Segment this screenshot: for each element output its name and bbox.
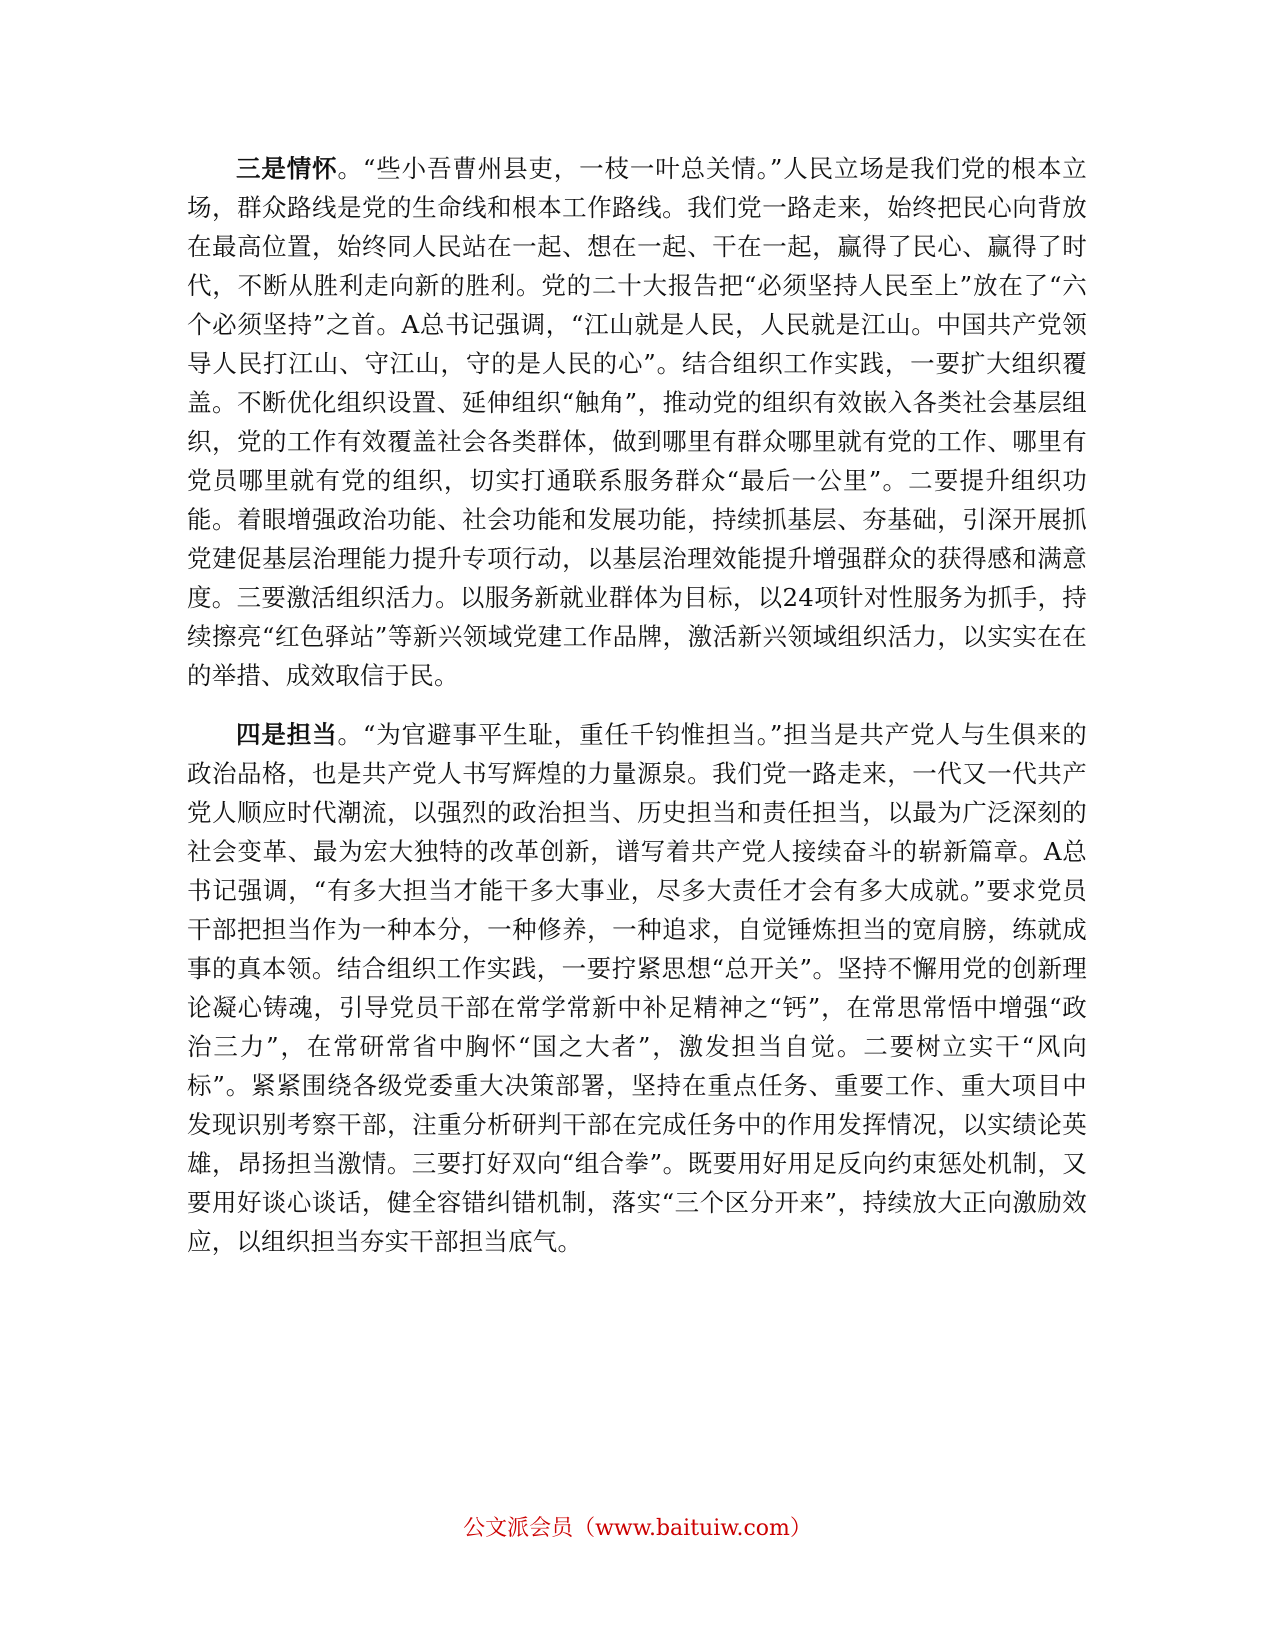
document-body [187, 149, 1087, 1281]
paragraph-dandang [187, 715, 1087, 1261]
paragraph-lead-heading: 三是情怀 [236, 154, 338, 183]
footer-watermark-text: 公文派会员（www.baituiw.com） [463, 1516, 812, 1541]
paragraph-text: 。“为官避事平生耻，重任千钧惟担当。”担当是共产党人与生俱来的政治品格，也是共产党人书写辉煌的力量源泉。我们党一路走来，一代又一代共产党人顺应时代潮流，以强烈的政治担当、历史担当和责任担当，以最为广泛深刻的社会变革、最为宏大独特的改革创新，谱写着共产党人接续奋斗的崭新篇章。A总书记强调，“有多大担当才能干多大事业，尽多大责任才会有多大成就。”要求党员干部把担当作为一种本分，一种修养，一种追求，自觉锤炼担当的宽肩膀，练就成事的真本领。结合组织工作实践，一要拧紧思想“总开关”。坚持不懈用党的创新理论凝心铸魂，引导党员干部在常学常新中补足精神之“钙”，在常思常悟中增强“政治三力”，在常研常省中胸怀“国之大者”，激发担当自觉。二要树立实干“风向标”。紧紧围绕各级党委重大决策部署，坚持在重点任务、重要工作、重大项目中发现识别考察干部，注重分析研判干部在完成任务中的作用发挥情况，以实绩论英雄，昂扬担当激情。三要打好双向“组合拳”。既要用好用足反向约束惩处机制，又要用好谈心谈话，健全容错纠错机制，落实“三个区分开来”，持续放大正向激励效应，以组织担当夯实干部担当底气。 [187, 720, 1087, 1256]
paragraph-lead-heading: 四是担当 [236, 720, 338, 749]
paragraph-qinghuai [187, 149, 1087, 695]
paragraph-text: 。“些小吾曹州县吏，一枝一叶总关情。”人民立场是我们党的根本立场，群众路线是党的生命线和根本工作路线。我们党一路走来，始终把民心向背放在最高位置，始终同人民站在一起、想在一起、干在一起，赢得了民心、赢得了时代，不断从胜利走向新的胜利。党的二十大报告把“必须坚持人民至上”放在了“六个必须坚持”之首。A总书记强调，“江山就是人民，人民就是江山。中国共产党领导人民打江山、守江山，守的是人民的心”。结合组织工作实践，一要扩大组织覆盖。不断优化组织设置、延伸组织“触角”，推动党的组织有效嵌入各类社会基层组织，党的工作有效覆盖社会各类群体，做到哪里有群众哪里就有党的工作、哪里有党员哪里就有党的组织，切实打通联系服务群众“最后一公里”。二要提升组织功能。着眼增强政治功能、社会功能和发展功能，持续抓基层、夯基础，引深开展抓党建促基层治理能力提升专项行动，以基层治理效能提升增强群众的获得感和满意度。三要激活组织活力。以服务新就业群体为目标，以24项针对性服务为抓手，持续擦亮“红色驿站”等新兴领域党建工作品牌，激活新兴领域组织活力，以实实在在的举措、成效取信于民。 [187, 154, 1087, 690]
